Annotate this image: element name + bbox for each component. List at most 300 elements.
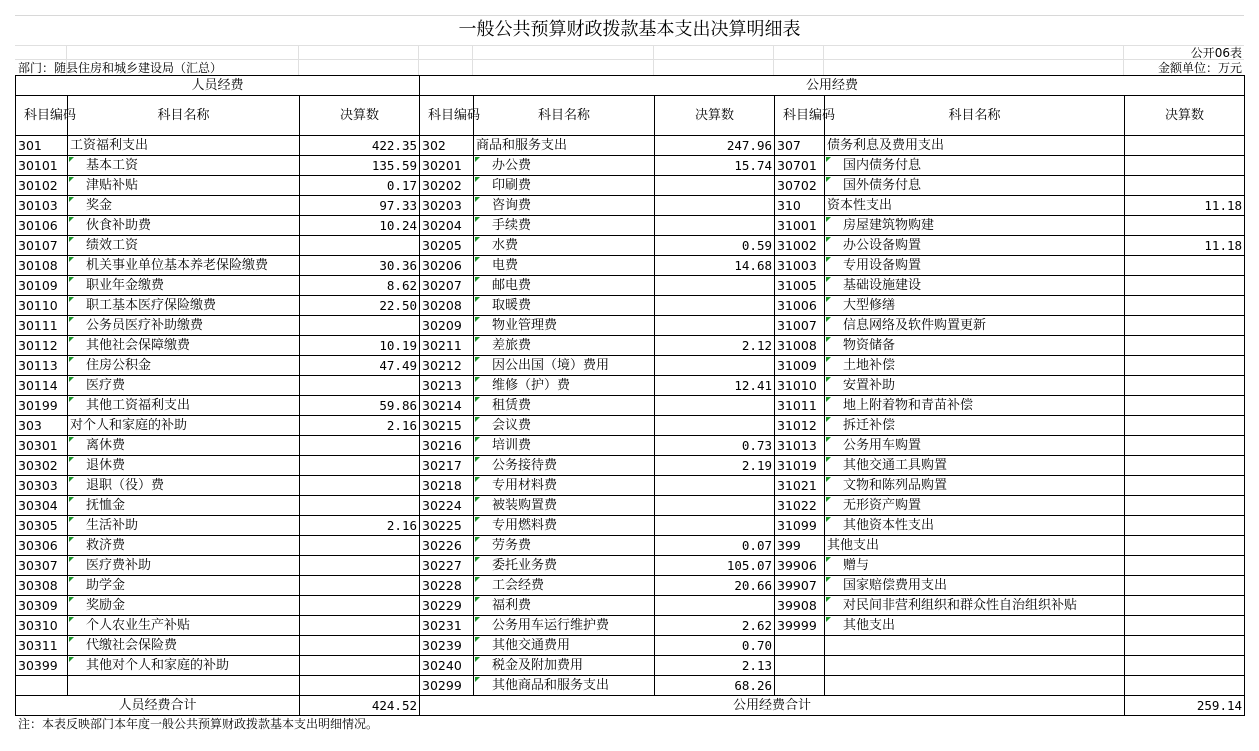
public-a-name-cell: 因公出国（境）费用: [474, 356, 655, 376]
public-a-amount-cell: 68.26: [655, 676, 775, 696]
public-b-code-cell: 31011: [775, 396, 825, 416]
public-a-name-cell: 商品和服务支出: [474, 136, 655, 156]
public-a-name-cell: 福利费: [474, 596, 655, 616]
header-amount: 决算数: [1125, 96, 1245, 136]
public-b-name-cell: 其他支出: [825, 536, 1125, 556]
public-a-amount-cell: [655, 316, 775, 336]
public-a-code-cell: 30214: [420, 396, 474, 416]
public-a-code-cell: 30224: [420, 496, 474, 516]
personnel-total-value: 424.52: [300, 696, 420, 716]
public-a-name-cell: 电费: [474, 256, 655, 276]
personnel-code-cell: 30110: [16, 296, 68, 316]
column-header-row: [16, 96, 1245, 136]
public-b-name-cell: 债务利息及费用支出: [825, 136, 1125, 156]
public-b-name-cell: 公务用车购置: [825, 436, 1125, 456]
public-b-code-cell: 399: [775, 536, 825, 556]
public-b-name-cell: 国内债务付息: [825, 156, 1125, 176]
public-a-amount-cell: [655, 476, 775, 496]
public-b-name-cell: 物资储备: [825, 336, 1125, 356]
public-a-amount-cell: [655, 176, 775, 196]
table-row: [16, 176, 1245, 196]
public-a-amount-cell: 12.41: [655, 376, 775, 396]
public-a-name-cell: 会议费: [474, 416, 655, 436]
personnel-name-cell: 医疗费: [68, 376, 300, 396]
public-a-code-cell: 30208: [420, 296, 474, 316]
public-b-name-cell: [825, 656, 1125, 676]
public-b-name-cell: 基础设施建设: [825, 276, 1125, 296]
public-a-amount-cell: 2.62: [655, 616, 775, 636]
public-b-amount-cell: [1125, 556, 1245, 576]
public-b-name-cell: 文物和陈列品购置: [825, 476, 1125, 496]
table-row: [16, 456, 1245, 476]
table-row: [16, 136, 1245, 156]
personnel-name-cell: 公务员医疗补助缴费: [68, 316, 300, 336]
public-a-name-cell: 物业管理费: [474, 316, 655, 336]
personnel-total-label: 人员经费合计: [16, 696, 300, 716]
unit-label: 金额单位：万元: [1157, 61, 1242, 75]
public-b-code-cell: [775, 656, 825, 676]
public-b-amount-cell: [1125, 316, 1245, 336]
public-a-amount-cell: [655, 396, 775, 416]
table-row: [16, 416, 1245, 436]
personnel-code-cell: 30309: [16, 596, 68, 616]
personnel-code-cell: 30302: [16, 456, 68, 476]
public-a-name-cell: 水费: [474, 236, 655, 256]
personnel-code-cell: 30399: [16, 656, 68, 676]
personnel-name-cell: 职业年金缴费: [68, 276, 300, 296]
personnel-code-cell: 30101: [16, 156, 68, 176]
public-a-name-cell: 劳务费: [474, 536, 655, 556]
personnel-name-cell: 代缴社会保险费: [68, 636, 300, 656]
public-b-name-cell: 无形资产购置: [825, 496, 1125, 516]
public-b-name-cell: 大型修缮: [825, 296, 1125, 316]
public-b-code-cell: 30702: [775, 176, 825, 196]
public-b-amount-cell: [1125, 656, 1245, 676]
public-b-code-cell: 31003: [775, 256, 825, 276]
personnel-name-cell: 退休费: [68, 456, 300, 476]
table-row: [16, 396, 1245, 416]
public-b-name-cell: 办公设备购置: [825, 236, 1125, 256]
personnel-amount-cell: 0.17: [300, 176, 420, 196]
public-a-code-cell: 30228: [420, 576, 474, 596]
public-a-code-cell: 30202: [420, 176, 474, 196]
table-row: [16, 576, 1245, 596]
public-a-code-cell: 30226: [420, 536, 474, 556]
public-b-amount-cell: [1125, 496, 1245, 516]
public-a-code-cell: 30216: [420, 436, 474, 456]
public-b-name-cell: 国外债务付息: [825, 176, 1125, 196]
personnel-code-cell: 30113: [16, 356, 68, 376]
header-code: 科目编码: [775, 96, 825, 136]
public-b-name-cell: [825, 636, 1125, 656]
public-a-code-cell: 30229: [420, 596, 474, 616]
public-b-name-cell: 土地补偿: [825, 356, 1125, 376]
personnel-code-cell: 30308: [16, 576, 68, 596]
section-header-row: [16, 76, 1245, 96]
public-a-code-cell: 30206: [420, 256, 474, 276]
personnel-name-cell: 医疗费补助: [68, 556, 300, 576]
public-b-amount-cell: [1125, 176, 1245, 196]
public-a-name-cell: 办公费: [474, 156, 655, 176]
department-label: 部门：随县住房和城乡建设局（汇总）: [18, 61, 223, 75]
public-a-code-cell: 302: [420, 136, 474, 156]
personnel-code-cell: 30199: [16, 396, 68, 416]
personnel-amount-cell: [300, 676, 420, 696]
personnel-name-cell: 对个人和家庭的补助: [68, 416, 300, 436]
personnel-amount-cell: 2.16: [300, 516, 420, 536]
table-row: [16, 536, 1245, 556]
personnel-name-cell: 机关事业单位基本养老保险缴费: [68, 256, 300, 276]
table-row: [16, 336, 1245, 356]
personnel-code-cell: 30311: [16, 636, 68, 656]
personnel-amount-cell: 422.35: [300, 136, 420, 156]
public-b-code-cell: 39908: [775, 596, 825, 616]
public-b-code-cell: [775, 676, 825, 696]
table-row: [16, 496, 1245, 516]
public-a-name-cell: 委托业务费: [474, 556, 655, 576]
public-a-code-cell: 30204: [420, 216, 474, 236]
personnel-code-cell: 30107: [16, 236, 68, 256]
public-b-amount-cell: [1125, 296, 1245, 316]
personnel-code-cell: 30108: [16, 256, 68, 276]
table-row: [16, 196, 1245, 216]
public-b-code-cell: 39906: [775, 556, 825, 576]
public-b-amount-cell: [1125, 516, 1245, 536]
table-row: [16, 436, 1245, 456]
public-a-name-cell: 取暖费: [474, 296, 655, 316]
personnel-amount-cell: [300, 496, 420, 516]
public-a-amount-cell: [655, 196, 775, 216]
public-a-name-cell: 其他交通费用: [474, 636, 655, 656]
public-b-name-cell: 赠与: [825, 556, 1125, 576]
public-b-name-cell: 信息网络及软件购置更新: [825, 316, 1125, 336]
public-a-amount-cell: [655, 516, 775, 536]
public-a-name-cell: 租赁费: [474, 396, 655, 416]
personnel-name-cell: 奖金: [68, 196, 300, 216]
public-b-code-cell: 31013: [775, 436, 825, 456]
personnel-name-cell: 其他对个人和家庭的补助: [68, 656, 300, 676]
personnel-amount-cell: [300, 456, 420, 476]
public-a-code-cell: 30240: [420, 656, 474, 676]
public-a-name-cell: 咨询费: [474, 196, 655, 216]
public-b-name-cell: 地上附着物和青苗补偿: [825, 396, 1125, 416]
personnel-amount-cell: [300, 236, 420, 256]
personnel-name-cell: [68, 676, 300, 696]
header-name: 科目名称: [68, 96, 300, 136]
personnel-name-cell: 伙食补助费: [68, 216, 300, 236]
public-a-name-cell: 培训费: [474, 436, 655, 456]
public-a-name-cell: 被装购置费: [474, 496, 655, 516]
public-b-code-cell: 39999: [775, 616, 825, 636]
public-a-amount-cell: 15.74: [655, 156, 775, 176]
personnel-code-cell: 30102: [16, 176, 68, 196]
public-a-name-cell: 工会经费: [474, 576, 655, 596]
public-a-code-cell: 30212: [420, 356, 474, 376]
personnel-code-cell: 30114: [16, 376, 68, 396]
public-a-name-cell: 公务接待费: [474, 456, 655, 476]
public-b-name-cell: 国家赔偿费用支出: [825, 576, 1125, 596]
personnel-code-cell: 30310: [16, 616, 68, 636]
public-b-amount-cell: [1125, 416, 1245, 436]
table-row: [16, 156, 1245, 176]
public-a-name-cell: 其他商品和服务支出: [474, 676, 655, 696]
personnel-code-cell: 30307: [16, 556, 68, 576]
table-row: [16, 616, 1245, 636]
personnel-amount-cell: [300, 636, 420, 656]
public-a-amount-cell: 2.13: [655, 656, 775, 676]
public-a-amount-cell: 20.66: [655, 576, 775, 596]
personnel-name-cell: 其他工资福利支出: [68, 396, 300, 416]
section-public: 公用经费: [420, 76, 1245, 96]
public-a-amount-cell: 105.07: [655, 556, 775, 576]
public-a-amount-cell: [655, 216, 775, 236]
personnel-amount-cell: [300, 656, 420, 676]
public-a-code-cell: 30227: [420, 556, 474, 576]
public-a-code-cell: 30225: [420, 516, 474, 536]
personnel-code-cell: 30306: [16, 536, 68, 556]
public-a-code-cell: 30213: [420, 376, 474, 396]
public-a-code-cell: 30231: [420, 616, 474, 636]
public-b-code-cell: 31006: [775, 296, 825, 316]
public-b-code-cell: 39907: [775, 576, 825, 596]
public-a-name-cell: 邮电费: [474, 276, 655, 296]
public-b-name-cell: 其他交通工具购置: [825, 456, 1125, 476]
table-row: [16, 596, 1245, 616]
personnel-amount-cell: 8.62: [300, 276, 420, 296]
personnel-amount-cell: 22.50: [300, 296, 420, 316]
header-code: 科目编码: [420, 96, 474, 136]
public-b-name-cell: 对民间非营利组织和群众性自治组织补贴: [825, 596, 1125, 616]
public-b-name-cell: 其他支出: [825, 616, 1125, 636]
table-row: [16, 236, 1245, 256]
public-a-amount-cell: [655, 356, 775, 376]
table-row: [16, 656, 1245, 676]
public-a-amount-cell: 0.07: [655, 536, 775, 556]
public-b-name-cell: 拆迁补偿: [825, 416, 1125, 436]
public-a-name-cell: 专用材料费: [474, 476, 655, 496]
personnel-name-cell: 奖励金: [68, 596, 300, 616]
public-a-name-cell: 维修（护）费: [474, 376, 655, 396]
personnel-name-cell: 其他社会保障缴费: [68, 336, 300, 356]
personnel-name-cell: 津贴补贴: [68, 176, 300, 196]
personnel-code-cell: 303: [16, 416, 68, 436]
public-a-amount-cell: [655, 416, 775, 436]
public-b-amount-cell: [1125, 256, 1245, 276]
public-a-code-cell: 30299: [420, 676, 474, 696]
public-b-amount-cell: [1125, 356, 1245, 376]
public-b-amount-cell: [1125, 576, 1245, 596]
personnel-amount-cell: 10.19: [300, 336, 420, 356]
public-b-amount-cell: 11.18: [1125, 196, 1245, 216]
public-a-code-cell: 30203: [420, 196, 474, 216]
public-b-code-cell: [775, 636, 825, 656]
personnel-amount-cell: 30.36: [300, 256, 420, 276]
personnel-code-cell: [16, 676, 68, 696]
public-a-amount-cell: 0.73: [655, 436, 775, 456]
personnel-code-cell: 30305: [16, 516, 68, 536]
section-personnel: 人员经费: [16, 76, 420, 96]
personnel-amount-cell: [300, 556, 420, 576]
personnel-amount-cell: [300, 316, 420, 336]
public-b-code-cell: 30701: [775, 156, 825, 176]
public-a-code-cell: 30201: [420, 156, 474, 176]
table-row: [16, 376, 1245, 396]
personnel-code-cell: 30304: [16, 496, 68, 516]
public-b-amount-cell: [1125, 636, 1245, 656]
public-b-amount-cell: [1125, 476, 1245, 496]
public-a-name-cell: 税金及附加费用: [474, 656, 655, 676]
public-b-code-cell: 307: [775, 136, 825, 156]
personnel-code-cell: 30303: [16, 476, 68, 496]
public-a-amount-cell: 0.59: [655, 236, 775, 256]
public-total-label: 公用经费合计: [420, 696, 1125, 716]
public-b-amount-cell: [1125, 536, 1245, 556]
table-row: [16, 636, 1245, 656]
personnel-name-cell: 退职（役）费: [68, 476, 300, 496]
table-row: [16, 276, 1245, 296]
public-b-code-cell: 31007: [775, 316, 825, 336]
public-b-amount-cell: [1125, 436, 1245, 456]
public-b-code-cell: 31099: [775, 516, 825, 536]
public-b-amount-cell: [1125, 136, 1245, 156]
public-b-code-cell: 31021: [775, 476, 825, 496]
personnel-amount-cell: [300, 436, 420, 456]
public-b-name-cell: 其他资本性支出: [825, 516, 1125, 536]
public-b-code-cell: 310: [775, 196, 825, 216]
public-a-code-cell: 30205: [420, 236, 474, 256]
footnote: 注：本表反映部门本年度一般公共预算财政拨款基本支出明细情况。: [18, 717, 379, 731]
personnel-code-cell: 30301: [16, 436, 68, 456]
form-number: 公开06表: [1190, 46, 1242, 60]
personnel-code-cell: 30106: [16, 216, 68, 236]
personnel-amount-cell: 10.24: [300, 216, 420, 236]
public-b-amount-cell: [1125, 276, 1245, 296]
public-total-value: 259.14: [1125, 696, 1245, 716]
public-b-amount-cell: [1125, 596, 1245, 616]
public-a-code-cell: 30218: [420, 476, 474, 496]
public-a-name-cell: 印刷费: [474, 176, 655, 196]
public-b-name-cell: 专用设备购置: [825, 256, 1125, 276]
personnel-name-cell: 离休费: [68, 436, 300, 456]
personnel-amount-cell: [300, 596, 420, 616]
table-row: [16, 316, 1245, 336]
table-row: [16, 676, 1245, 696]
public-a-name-cell: 手续费: [474, 216, 655, 236]
public-a-amount-cell: [655, 296, 775, 316]
personnel-name-cell: 抚恤金: [68, 496, 300, 516]
public-a-amount-cell: 2.19: [655, 456, 775, 476]
personnel-amount-cell: [300, 616, 420, 636]
personnel-amount-cell: 59.86: [300, 396, 420, 416]
personnel-name-cell: 个人农业生产补贴: [68, 616, 300, 636]
public-b-code-cell: 31019: [775, 456, 825, 476]
public-b-code-cell: 31005: [775, 276, 825, 296]
public-b-name-cell: 资本性支出: [825, 196, 1125, 216]
table-row: [16, 356, 1245, 376]
public-a-code-cell: 30209: [420, 316, 474, 336]
public-b-amount-cell: [1125, 456, 1245, 476]
report-title: 一般公共预算财政拨款基本支出决算明细表: [458, 19, 801, 40]
table-row: [16, 296, 1245, 316]
public-a-amount-cell: 14.68: [655, 256, 775, 276]
header-amount: 决算数: [655, 96, 775, 136]
personnel-name-cell: 住房公积金: [68, 356, 300, 376]
header-name: 科目名称: [825, 96, 1125, 136]
personnel-code-cell: 30112: [16, 336, 68, 356]
personnel-amount-cell: 2.16: [300, 416, 420, 436]
table-row: [16, 476, 1245, 496]
public-b-amount-cell: 11.18: [1125, 236, 1245, 256]
personnel-name-cell: 基本工资: [68, 156, 300, 176]
personnel-name-cell: 工资福利支出: [68, 136, 300, 156]
public-b-amount-cell: [1125, 676, 1245, 696]
public-b-code-cell: 31008: [775, 336, 825, 356]
public-b-code-cell: 31002: [775, 236, 825, 256]
public-a-name-cell: 公务用车运行维护费: [474, 616, 655, 636]
header-code: 科目编码: [16, 96, 68, 136]
public-a-name-cell: 专用燃料费: [474, 516, 655, 536]
personnel-name-cell: 绩效工资: [68, 236, 300, 256]
public-a-amount-cell: 0.70: [655, 636, 775, 656]
public-a-amount-cell: [655, 496, 775, 516]
public-b-amount-cell: [1125, 376, 1245, 396]
public-a-amount-cell: 247.96: [655, 136, 775, 156]
public-b-name-cell: 安置补助: [825, 376, 1125, 396]
public-a-amount-cell: [655, 596, 775, 616]
personnel-name-cell: 生活补助: [68, 516, 300, 536]
public-b-code-cell: 31001: [775, 216, 825, 236]
personnel-amount-cell: [300, 576, 420, 596]
public-a-code-cell: 30211: [420, 336, 474, 356]
public-b-amount-cell: [1125, 616, 1245, 636]
personnel-amount-cell: 97.33: [300, 196, 420, 216]
public-a-code-cell: 30217: [420, 456, 474, 476]
public-b-amount-cell: [1125, 336, 1245, 356]
header-amount: 决算数: [300, 96, 420, 136]
personnel-code-cell: 30103: [16, 196, 68, 216]
personnel-code-cell: 30109: [16, 276, 68, 296]
table-row: [16, 556, 1245, 576]
public-b-amount-cell: [1125, 396, 1245, 416]
table-row: [16, 256, 1245, 276]
personnel-code-cell: 30111: [16, 316, 68, 336]
personnel-amount-cell: 47.49: [300, 356, 420, 376]
public-b-name-cell: [825, 676, 1125, 696]
public-a-code-cell: 30207: [420, 276, 474, 296]
public-a-name-cell: 差旅费: [474, 336, 655, 356]
table-row: [16, 516, 1245, 536]
public-a-amount-cell: [655, 276, 775, 296]
expenditure-table: [15, 75, 1245, 716]
personnel-name-cell: 助学金: [68, 576, 300, 596]
personnel-name-cell: 职工基本医疗保险缴费: [68, 296, 300, 316]
public-a-code-cell: 30239: [420, 636, 474, 656]
public-b-amount-cell: [1125, 216, 1245, 236]
public-b-code-cell: 31010: [775, 376, 825, 396]
public-b-amount-cell: [1125, 156, 1245, 176]
totals-row: [16, 696, 1245, 716]
personnel-amount-cell: 135.59: [300, 156, 420, 176]
public-b-code-cell: 31012: [775, 416, 825, 436]
public-b-code-cell: 31022: [775, 496, 825, 516]
personnel-amount-cell: [300, 476, 420, 496]
personnel-name-cell: 救济费: [68, 536, 300, 556]
personnel-amount-cell: [300, 376, 420, 396]
table-row: [16, 216, 1245, 236]
header-name: 科目名称: [474, 96, 655, 136]
personnel-code-cell: 301: [16, 136, 68, 156]
public-b-code-cell: 31009: [775, 356, 825, 376]
